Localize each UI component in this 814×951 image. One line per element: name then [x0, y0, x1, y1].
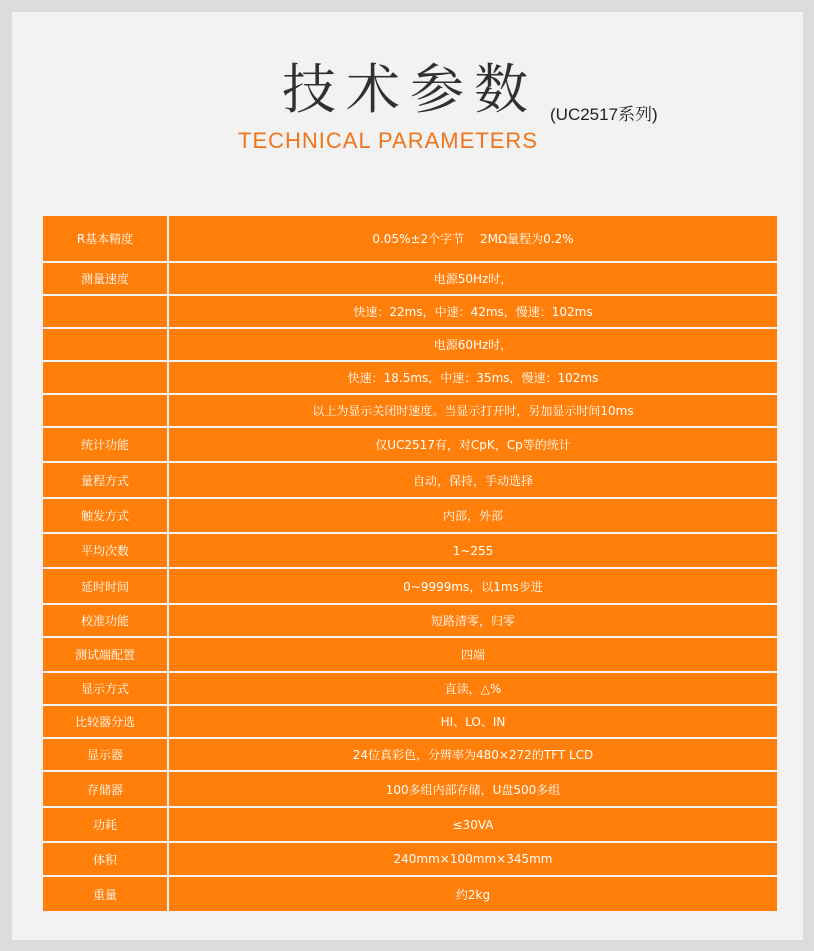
page-subtitle: TECHNICAL PARAMETERS [238, 128, 538, 153]
param-value: 仅UC2517有，对CpK，Cp等的统计 [168, 427, 777, 462]
param-label: R基本精度 [43, 216, 168, 262]
param-value: 1~255 [168, 533, 777, 568]
table-row [43, 295, 777, 328]
param-label [43, 361, 168, 394]
param-value: ≤30VA [168, 807, 777, 842]
table-row [43, 533, 777, 568]
param-value: 内部，外部 [168, 498, 777, 533]
param-label: 统计功能 [43, 427, 168, 462]
param-value: 0~9999ms，以1ms步进 [168, 568, 777, 604]
param-value: 以上为显示关闭时速度。当显示打开时，另加显示时间10ms [168, 394, 777, 427]
param-label: 测试端配置 [43, 637, 168, 672]
table-row [43, 216, 777, 262]
table-row [43, 637, 777, 672]
param-label [43, 295, 168, 328]
spec-table [43, 216, 777, 911]
table-row [43, 462, 777, 498]
model-label: (UC2517系列) [550, 105, 658, 124]
table-row [43, 361, 777, 394]
param-value: 电源50Hz时， [168, 262, 777, 295]
page-title: 技术参数 [282, 58, 538, 121]
param-label: 量程方式 [43, 462, 168, 498]
param-label: 测量速度 [43, 262, 168, 295]
table-row [43, 672, 777, 705]
table-row [43, 876, 777, 911]
param-value: 0.05%±2个字节 2MΩ量程为0.2% [168, 216, 777, 262]
table-row [43, 842, 777, 876]
param-value: 电源60Hz时， [168, 328, 777, 361]
param-label [43, 394, 168, 427]
param-value: 约2kg [168, 876, 777, 911]
table-row [43, 394, 777, 427]
param-label: 平均次数 [43, 533, 168, 568]
param-label: 存储器 [43, 771, 168, 807]
param-label: 比较器分选 [43, 705, 168, 738]
param-label: 触发方式 [43, 498, 168, 533]
table-row [43, 807, 777, 842]
table-row [43, 738, 777, 771]
param-label: 校准功能 [43, 604, 168, 637]
param-value: 直读，△% [168, 672, 777, 705]
table-row [43, 705, 777, 738]
param-label: 重量 [43, 876, 168, 911]
table-row [43, 604, 777, 637]
param-value: 100多组内部存储，U盘500多组 [168, 771, 777, 807]
table-row [43, 771, 777, 807]
param-value: 四端 [168, 637, 777, 672]
param-value: 自动，保持，手动选择 [168, 462, 777, 498]
param-value: 24位真彩色，分辨率为480×272的TFT LCD [168, 738, 777, 771]
param-label: 延时时间 [43, 568, 168, 604]
param-label: 显示方式 [43, 672, 168, 705]
table-row [43, 498, 777, 533]
param-value: 快速：22ms，中速：42ms，慢速：102ms [168, 295, 777, 328]
table-row [43, 328, 777, 361]
param-value: HI、LO、IN [168, 705, 777, 738]
table-row [43, 262, 777, 295]
param-label: 显示器 [43, 738, 168, 771]
param-value: 短路清零，归零 [168, 604, 777, 637]
table-row [43, 427, 777, 462]
param-label [43, 328, 168, 361]
param-label: 功耗 [43, 807, 168, 842]
table-row [43, 568, 777, 604]
param-value: 240mm×100mm×345mm [168, 842, 777, 876]
param-value: 快速：18.5ms，中速：35ms，慢速：102ms [168, 361, 777, 394]
param-label: 体积 [43, 842, 168, 876]
